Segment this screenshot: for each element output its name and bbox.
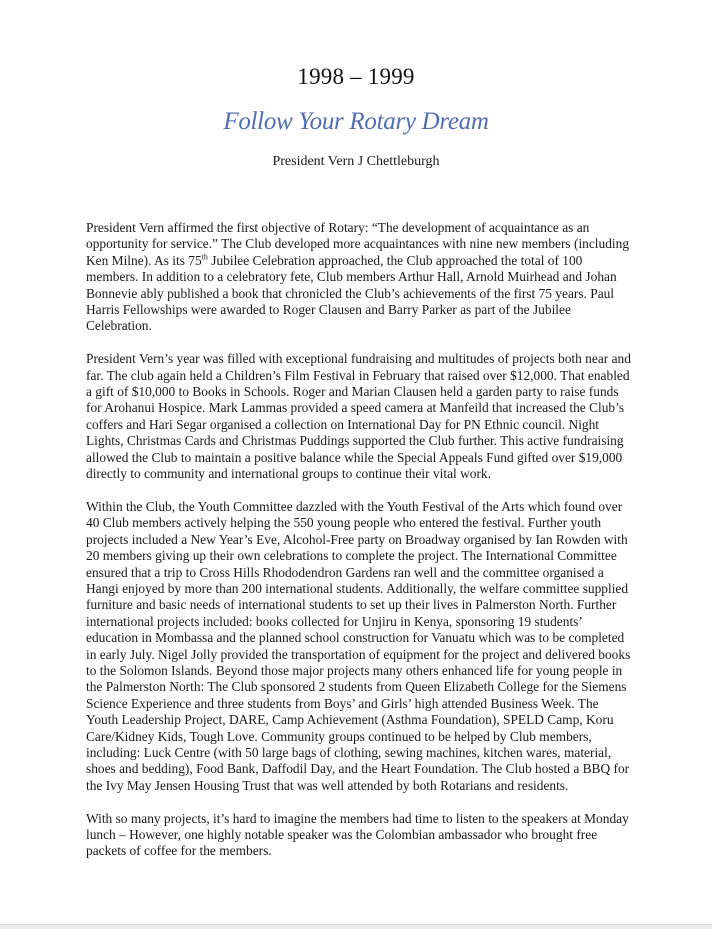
paragraph-text: Jubilee Celebration approached, the Club approached the total of 100 members. In addition to a celebratory fete, Club members Arthur Hall, Arnold Muirhead and Johan Bonnevie ably published a book that chronicled the Club’s achievements of the first 75 years. Paul Harris Fellowships were awarded to Roger Clausen and Barry Parker as part of the Jubilee Celebration. bbox=[86, 252, 617, 334]
paragraph-speakers: With so many projects, it’s hard to imagine the members had time to listen to the speakers at Monday lunch – However, one highly notable speaker was the Colombian ambassador who brought free packets of coffee for the members. bbox=[86, 810, 629, 859]
ordinal-suffix: th bbox=[201, 252, 208, 262]
page-bottom-edge bbox=[0, 924, 712, 929]
paragraph-projects: Within the Club, the Youth Committee dazzled with the Youth Festival of the Arts which found over 40 Club members actively helping the 550 young people who entered the festival. Further youth projects included a New Year’s Eve, Alcohol-Free party on Broadway organised by Ian Rowden with 20 members giving up their own celebrations to complete the project. The International Committee ensured that a trip to Cross Hills Rhododendron Gardens ran well and the committee organised a Hangi enjoyed by more than 200 international students. Additionally, the welfare committee supplied furniture and basic needs of international students to set up their lives in Palmerston North. Further international projects included: books collected for Unjiru in Kenya, sponsoring 19 students’ education in Mombassa and the planned school construction for Vanuatu which was to be completed in early July. Nigel Jolly provided the transportation of equipment for the project and delivered books to the Solomon Islands. Beyond those major projects many others enhanced life for young people in the Palmerston North: The Club sponsored 2 students from Queen Elizabeth College for the Siemens Science Experience and three students from Boys’ and Girls’ high attended Business Week. The Youth Leadership Project, DARE, Camp Achievement (Asthma Foundation), SPELD Camp, Koru Care/Kidney Kids, Tough Love. Community groups continued to be helped by Club members, including: Luck Centre (with 50 large bags of clothing, sewing machines, kitchen wares, material, shoes and bedding), Food Bank, Daffodil Day, and the Heart Foundation. The Club hosted a BBQ for the Ivy May Jensen Housing Trust that was well attended by both Rotarians and residents. bbox=[86, 498, 631, 793]
theme-title: Follow Your Rotary Dream bbox=[223, 108, 489, 135]
paragraph-text: President Vern affirmed the first objective of Rotary: “The development of acquaintance as an opportunity for service.” The Club developed more acquaintances with nine new members (including Ken Milne). As its 75 bbox=[86, 220, 630, 268]
body-text bbox=[86, 220, 632, 876]
president-name: President Vern J Chettleburgh bbox=[272, 154, 440, 169]
paragraph-membership bbox=[86, 220, 632, 335]
year-title: 1998 – 1999 bbox=[297, 64, 415, 89]
paragraph-fundraising: President Vern’s year was filled with exceptional fundraising and multitudes of projects both near and far. The club again held a Children’s Film Festival in February that raised over $12,000. That enabled a gift of $10,000 to Books in Schools. Roger and Marian Clausen held a garden party to raise funds for Arohanui Hospice. Mark Lammas provided a speed camera at Manfeild that increased the Club’s coffers and Hari Segar organised a collection on International Day for PN Ethnic council. Night Lights, Christmas Cards and Christmas Puddings supported the Club further. This active fundraising allowed the Club to maintain a positive balance while the Special Appeals Fund gifted over $19,000 directly to community and international groups to continue their vital work. bbox=[86, 351, 631, 482]
